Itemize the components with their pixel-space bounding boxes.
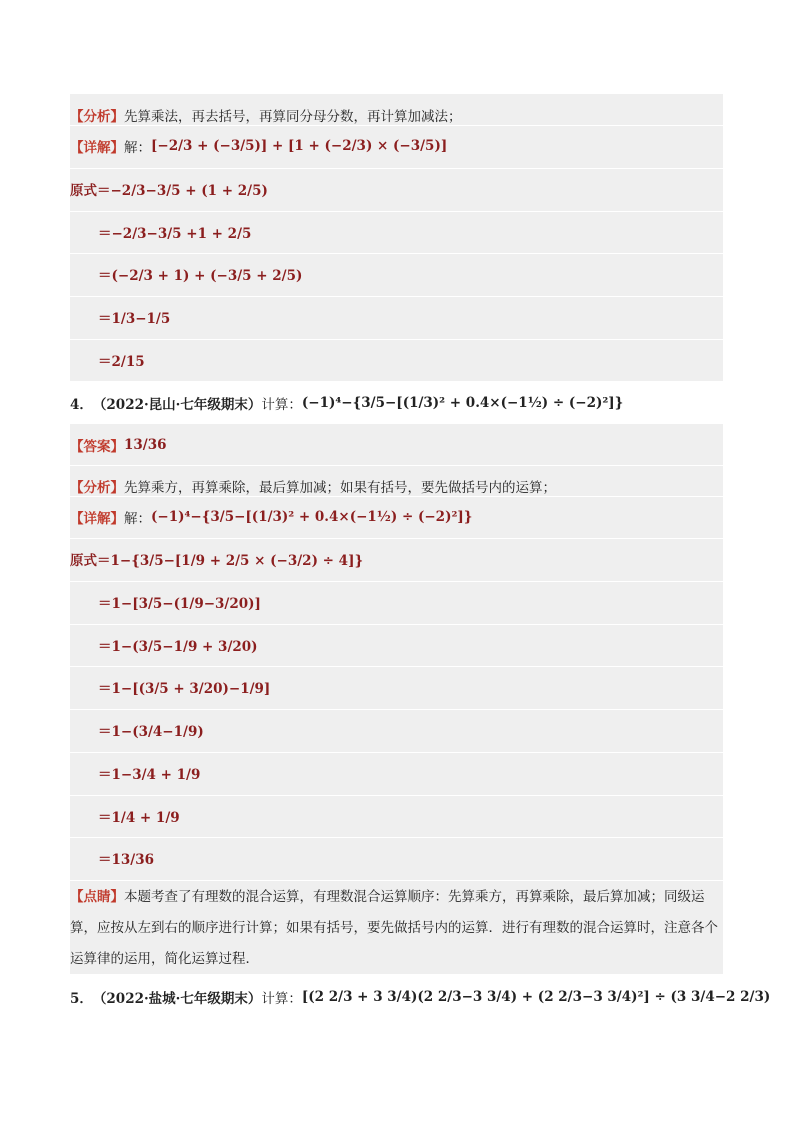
q4-step-7	[70, 795, 723, 836]
comment-tag: 【点睛】	[70, 889, 124, 905]
step-expression: ＝2/15	[98, 354, 145, 370]
analysis-tag: 【分析】	[70, 108, 124, 125]
q4-comment	[70, 880, 723, 974]
q3-step-1	[70, 168, 723, 209]
q4-step-2	[70, 581, 723, 622]
q3-step-2	[70, 211, 723, 252]
question-number: 4．	[70, 396, 93, 413]
step-expression: ＝1−[3/5−(1/9−3/20)]	[98, 596, 261, 612]
step-expression: ＝1−[(3/5 + 3/20)−1/9]	[98, 681, 271, 697]
q4-question	[70, 382, 723, 423]
analysis-text: 先算乘方，再算乘除，最后算加减；如果有括号，要先做括号内的运算；	[124, 480, 556, 496]
q4-detail-expression: (−1)⁴−{3/5−[(1/3)² + 0.4×(−1½) ÷ (−2)²]}	[151, 509, 473, 525]
answer-tag: 【答案】	[70, 438, 124, 455]
detail-tag: 【详解】	[70, 140, 124, 156]
question-prompt: 计算：	[261, 990, 302, 1007]
question-source: （2022·盐城·七年级期末）	[92, 990, 262, 1007]
step-expression: 原式＝1−{3/5−[1/9 + 2/5 × (−3/2) ÷ 4]}	[70, 553, 364, 569]
q3-step-3	[70, 253, 723, 294]
q4-step-5	[70, 709, 723, 750]
question-expression: [(2 2/3 + 3 3/4)(2 2/3−3 3/4) + (2 2/3−3 3/4)²] ÷ (3 3/4−2 2/3)	[301, 988, 771, 1005]
detail-prefix: 解：	[124, 140, 151, 156]
q3-step-5	[70, 339, 723, 380]
question-source: （2022·昆山·七年级期末）	[92, 396, 262, 413]
answer-value: 13/36	[124, 436, 167, 453]
detail-tag: 【详解】	[70, 511, 124, 527]
q3-detail-line	[70, 125, 723, 166]
q4-detail-line	[70, 496, 723, 537]
q3-detail-expression: [−2/3 + (−3/5)] + [1 + (−2/3) × (−3/5)]	[151, 138, 448, 154]
step-expression: ＝1−(3/5−1/9 + 3/20)	[98, 639, 258, 655]
q3-step-4	[70, 296, 723, 337]
q4-step-4	[70, 666, 723, 707]
question-number: 5．	[70, 990, 93, 1007]
step-expression: ＝1/4 + 1/9	[98, 810, 180, 826]
question-prompt: 计算：	[261, 396, 302, 413]
q4-step-3	[70, 624, 723, 665]
step-expression: ＝1/3−1/5	[98, 311, 171, 327]
q4-step-6	[70, 752, 723, 793]
comment-text: 本题考查了有理数的混合运算，有理数混合运算顺序：先算乘方，再算乘除，最后算加减；同级运算，应按从左到右的顺序进行计算；如果有括号，要先做括号内的运算．进行有理数的混合运算时，注意各个运算律的运用，简化运算过程．	[70, 889, 718, 967]
q5-question	[70, 976, 771, 1017]
step-expression: ＝(−2/3 + 1) + (−3/5 + 2/5)	[98, 268, 303, 284]
analysis-text: 先算乘法，再去括号，再算同分母分数，再计算加减法；	[124, 108, 462, 125]
step-expression: ＝1−3/4 + 1/9	[98, 767, 201, 783]
step-expression: ＝1−(3/4−1/9)	[98, 724, 204, 740]
question-expression: (−1)⁴−{3/5−[(1/3)² + 0.4×(−1½) ÷ (−2)²]}	[301, 394, 624, 411]
detail-prefix: 解：	[124, 511, 151, 527]
q4-answer-line	[70, 424, 723, 465]
q4-step-1	[70, 538, 723, 579]
q4-step-8	[70, 837, 723, 878]
step-expression: ＝13/36	[98, 852, 155, 868]
step-expression: ＝−2/3−3/5 +1 + 2/5	[98, 226, 252, 242]
analysis-tag: 【分析】	[70, 480, 124, 496]
step-expression: 原式＝−2/3−3/5 + (1 + 2/5)	[70, 183, 268, 199]
